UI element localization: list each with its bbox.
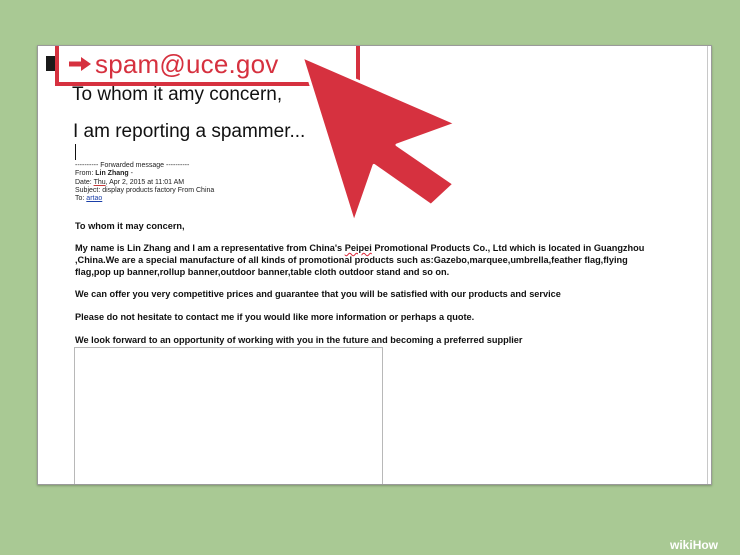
email-intro-line-1 — [75, 243, 644, 253]
from-name: Lin Zhang — [95, 170, 129, 178]
image-placeholder — [74, 347, 383, 485]
intro-text-b: Promotional Products Co., Ltd which is located in Guangzhou — [371, 243, 645, 253]
from-suffix: - — [128, 170, 133, 178]
pointer-arrow-icon — [294, 53, 469, 223]
email-salutation: To whom it may concern, — [75, 221, 185, 231]
date-rest: , Apr 2, 2015 at 11:01 AM — [105, 178, 185, 186]
watermark-how: How — [692, 538, 719, 552]
compose-greeting[interactable]: To whom it amy concern, — [72, 84, 283, 105]
forwarded-to — [75, 195, 214, 203]
to-link[interactable]: artao — [86, 195, 103, 203]
recipient-address[interactable]: spam@uce.gov — [95, 48, 279, 79]
wikihow-logo — [670, 538, 718, 552]
email-intro-line-2: ,China.We are a special manufacture of all kinds of promotional products such as:Gazebo,marquee,umbrella,feather flag,flying — [75, 255, 628, 265]
date-label: Date: — [75, 178, 94, 186]
email-closing: We look forward to an opportunity of working with you in the future and becoming a preferred supplier — [75, 335, 523, 345]
compose-reporting-line[interactable]: I am reporting a spammer... — [73, 121, 306, 142]
company-name: Peipei — [344, 243, 372, 253]
intro-text-a: My name is Lin Zhang and I am a representative from China's — [75, 243, 345, 253]
watermark-wiki: wiki — [670, 538, 693, 552]
forwarded-header — [75, 162, 214, 203]
arrow-right-icon — [69, 57, 91, 71]
window-edge-rule — [707, 46, 708, 484]
forwarded-date — [75, 179, 214, 187]
email-contact: Please do not hesitate to contact me if you would like more information or perhaps a quote. — [75, 312, 475, 322]
date-day: Thu — [93, 178, 106, 186]
forwarded-subject: Subject: display products factory From China — [75, 186, 215, 194]
text-cursor — [75, 144, 76, 160]
from-label: From: — [75, 170, 96, 178]
to-label: To: — [75, 195, 87, 203]
email-offer: We can offer you very competitive prices and guarantee that you will be satisfied with our products and service — [75, 289, 561, 299]
forwarded-divider: ---------- Forwarded message ---------- — [75, 162, 190, 169]
forwarded-from — [75, 170, 214, 178]
email-intro-line-3: flag,pop up banner,rollup banner,outdoor banner,table cloth outdoor stand and so on. — [75, 267, 450, 277]
